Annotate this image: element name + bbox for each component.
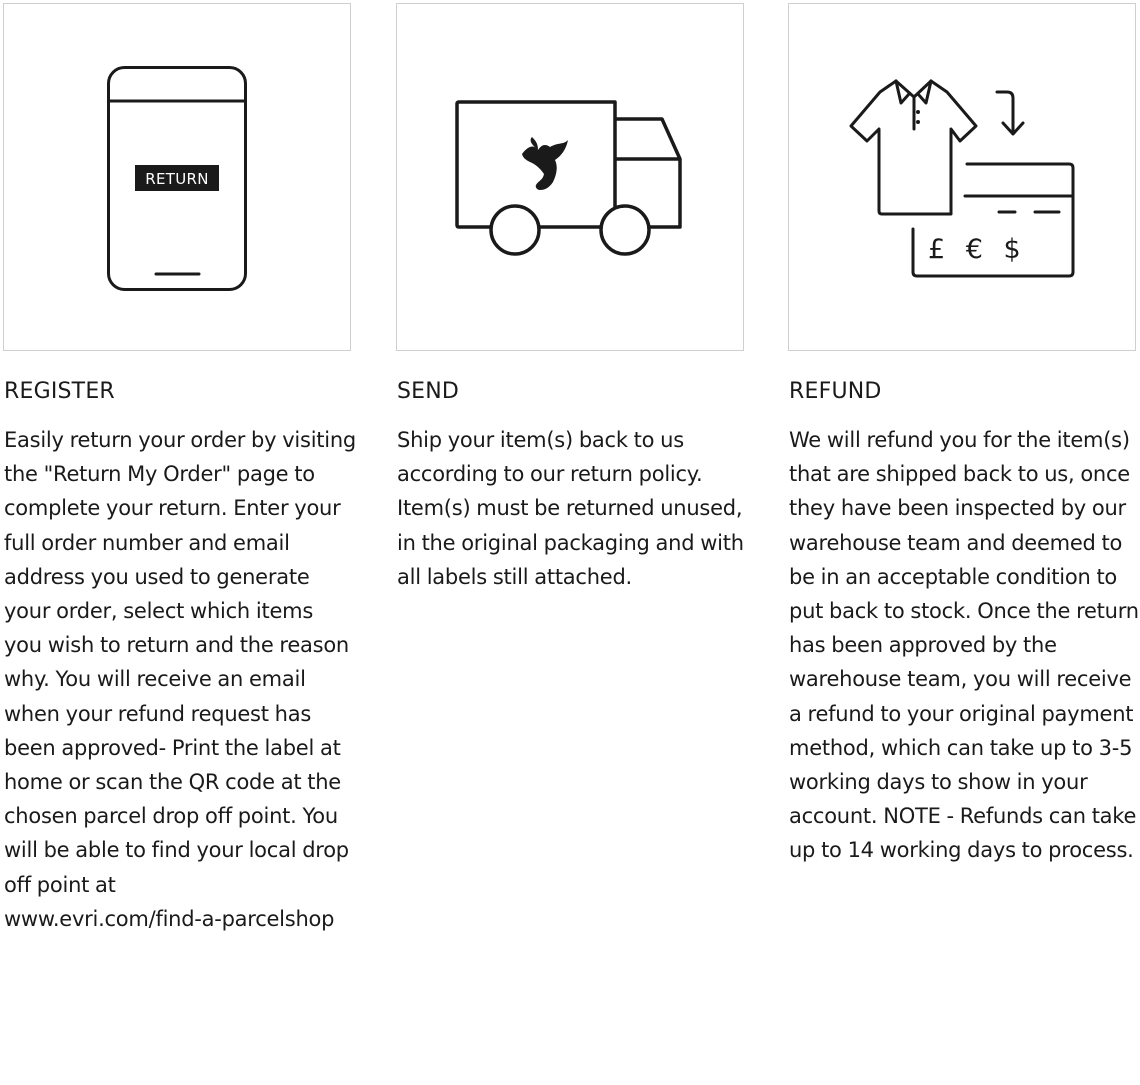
step-image-send <box>396 3 744 351</box>
phone-return-icon <box>4 4 350 350</box>
register-body: Easily return your order by visiting the "Return My Order" page to complete your return. Enter your full order number and email address you used to generate your order, select which items you wish to return and the reason why. You will receive an email when your refund request has been approved- Print the label at home or scan the QR code at the chosen parcel drop off point. You will be able to find your local drop off point at <box>4 428 356 897</box>
step-refund <box>788 3 1139 868</box>
shirt-refund-card-icon <box>789 4 1135 350</box>
return-label: RETURN <box>145 170 209 188</box>
step-send <box>396 3 744 594</box>
currency-symbols: £ € $ <box>928 234 1027 265</box>
step-title-send: SEND <box>397 379 460 404</box>
step-description-send: Ship your item(s) back to us according to our return policy. Item(s) must be returned unused, in the original packaging and with all labels still attached. <box>397 428 744 589</box>
step-register <box>3 3 356 936</box>
step-title-register: REGISTER <box>4 379 115 404</box>
step-image-refund <box>788 3 1136 351</box>
polo-shirt-icon <box>851 81 976 214</box>
step-description-register <box>4 423 356 936</box>
step-description-refund: We will refund you for the item(s) that are shipped back to us, once they have been inspected by our warehouse team and deemed to be in an acceptable condition to put back to stock. Once the return has been approved by the warehouse team, you will receive a refund to your original payment method, which can take up to 3-5 working days to show in your account. NOTE - Refunds can take up to 14 working days to process. <box>789 428 1139 863</box>
parcelshop-link[interactable]: www.evri.com/find-a-parcelshop <box>4 906 335 931</box>
step-title-refund: REFUND <box>789 379 882 404</box>
eagle-logo-icon <box>522 137 568 190</box>
step-image-register <box>3 3 351 351</box>
delivery-truck-icon <box>397 4 743 350</box>
